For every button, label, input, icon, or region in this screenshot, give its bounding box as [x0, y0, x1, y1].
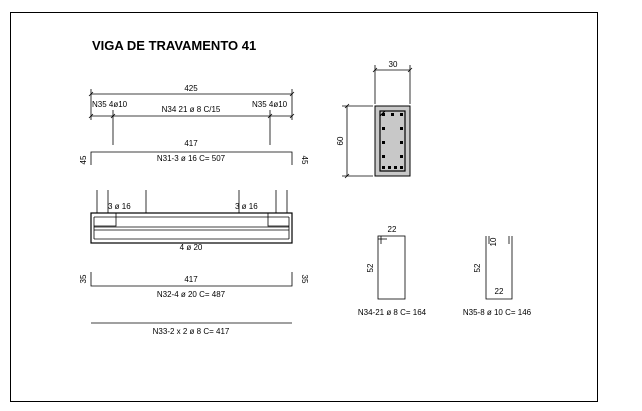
stirrup-detail-n35 [463, 236, 532, 317]
stirrup2-label: N35-8 ø 10 C= 146 [462, 308, 532, 317]
bottom-bar-label: N32-4 ø 20 C= 487 [156, 290, 226, 299]
top-bar-label: N31-3 ø 16 C= 507 [156, 154, 226, 163]
overall-length-label: 425 [184, 84, 198, 93]
top-hook-right: 45 [300, 155, 309, 165]
stirrup-right-label: N35 4ø10 [252, 100, 288, 109]
bottom-hook-left: 35 [79, 274, 88, 284]
stirrup1-top: 22 [387, 225, 397, 234]
stirrup-detail-n34 [358, 225, 427, 317]
stirrup1-label: N34-21 ø 8 C= 164 [357, 308, 427, 317]
skin-bar-label: N33-2 x 2 ø 8 C= 417 [152, 327, 230, 336]
bottom-hook-right: 35 [300, 274, 309, 284]
beam-elevation [91, 190, 292, 252]
section-width: 30 [388, 60, 398, 69]
top-bar-length: 417 [184, 139, 198, 148]
stirrup2-side: 52 [473, 263, 482, 273]
stirrup-mid-label: N34 21 ø 8 C/15 [161, 105, 221, 114]
top-hook-left: 45 [79, 155, 88, 165]
cross-section [336, 60, 412, 178]
bottom-bar-length: 417 [184, 275, 198, 284]
section-height: 60 [336, 136, 345, 146]
beam-top-right-label: 3 ø 16 [235, 202, 258, 211]
top-bar-n31 [79, 139, 309, 165]
bottom-bar-n32 [79, 272, 309, 299]
skin-bar-n33 [91, 323, 292, 336]
stirrup-left-label: N35 4ø10 [92, 100, 128, 109]
stirrup1-side: 52 [366, 263, 375, 273]
drawing-title: VIGA DE TRAVAMENTO 41 [92, 38, 257, 53]
beam-top-left-label: 3 ø 16 [108, 202, 131, 211]
stirrup2-bottom: 22 [494, 287, 504, 296]
beam-bottom-label: 4 ø 20 [179, 243, 203, 252]
stirrup2-top: 10 [489, 237, 498, 247]
